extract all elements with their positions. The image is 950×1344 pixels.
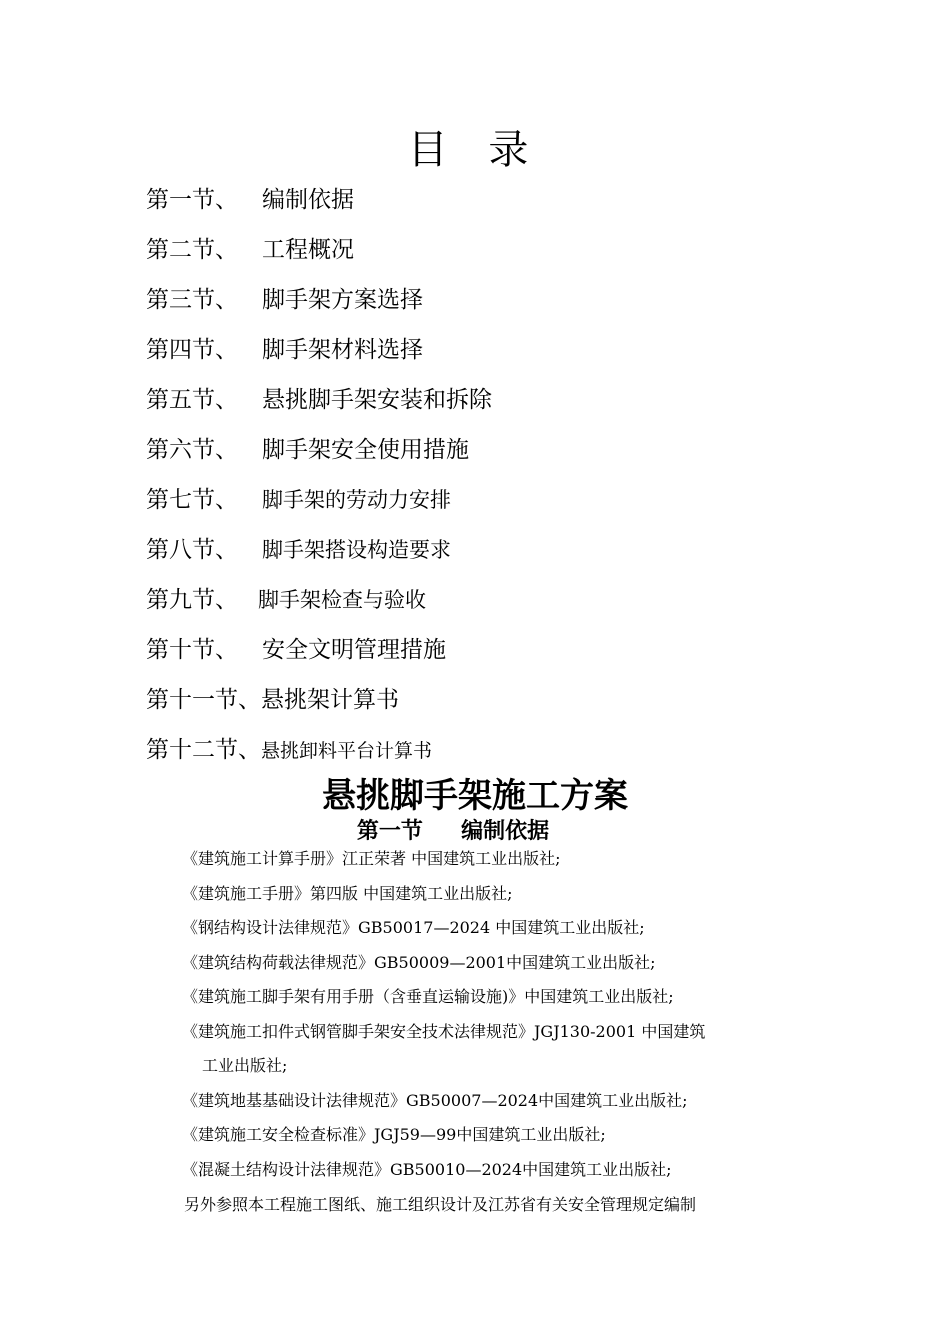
- toc-item-number: 第十二节、: [146, 737, 261, 763]
- toc-item-number: 第十节、: [146, 637, 238, 663]
- toc-item-number: 第九节、: [146, 587, 238, 613]
- toc-item-text: 脚手架检查与验收: [258, 588, 426, 612]
- toc-item-number: 第五节、: [146, 387, 238, 413]
- toc-item: [146, 278, 492, 328]
- toc-item-text: 脚手架方案选择: [262, 287, 423, 313]
- toc-item-text: 编制依据: [262, 187, 354, 213]
- toc-item: [146, 328, 492, 378]
- toc-item: [146, 728, 492, 778]
- reference-item: 《建筑地基基础设计法律规范》GB50007—2024中国建筑工业出版社;: [182, 1090, 688, 1110]
- toc-item: [146, 378, 492, 428]
- toc-item: [146, 528, 492, 578]
- toc-item-number: 第七节、: [146, 487, 238, 513]
- toc-item-number: 第十一节、: [146, 687, 261, 713]
- reference-item: 《建筑施工安全检查标准》JGJ59—99中国建筑工业出版社;: [182, 1125, 606, 1144]
- toc-item-number: 第四节、: [146, 337, 238, 363]
- reference-list: [182, 842, 802, 1187]
- toc-item: [146, 628, 492, 678]
- section-title: 第一节 编制依据: [356, 819, 550, 844]
- document-title: 悬挑脚手架施工方案: [322, 776, 628, 816]
- toc-list: [146, 178, 492, 778]
- toc-item: [146, 228, 492, 278]
- reference-note: 另外参照本工程施工图纸、施工组织设计及江苏省有关安全管理规定编制: [184, 1195, 697, 1214]
- reference-item: 《建筑施工扣件式钢管脚手架安全技术法律规范》JGJ130-2001 中国建筑: [182, 1021, 706, 1041]
- toc-item-number: 第三节、: [146, 287, 238, 313]
- reference-item: 《建筑施工计算手册》江正荣著 中国建筑工业出版社;: [182, 849, 561, 868]
- reference-item: 《建筑施工手册》第四版 中国建筑工业出版社;: [182, 883, 513, 903]
- toc-item-text: 脚手架材料选择: [262, 337, 423, 363]
- toc-item-number: 第八节、: [146, 537, 238, 563]
- toc-item-text: 脚手架搭设构造要求: [262, 538, 451, 562]
- toc-item-text: 工程概况: [262, 237, 354, 263]
- toc-item-number: 第一节、: [146, 187, 238, 213]
- toc-item-text: 脚手架的劳动力安排: [262, 488, 451, 512]
- reference-continuation-text: 工业出版社;: [202, 1056, 288, 1075]
- toc-item: [146, 478, 492, 528]
- toc-item-number: 第二节、: [146, 237, 238, 263]
- toc-item: [146, 178, 492, 228]
- toc-item: [146, 678, 492, 728]
- toc-item: [146, 428, 492, 478]
- reference-item: 《混凝土结构设计法律规范》GB50010—2024中国建筑工业出版社;: [182, 1159, 672, 1179]
- toc-item-text: 安全文明管理措施: [262, 637, 446, 663]
- toc-item-text: 悬挑卸料平台计算书: [261, 740, 433, 762]
- toc-item: [146, 578, 492, 628]
- reference-item-continuation: [182, 1049, 802, 1084]
- reference-item: 《钢结构设计法律规范》GB50017—2024 中国建筑工业出版社;: [182, 918, 645, 937]
- toc-title: 目 录: [407, 127, 543, 173]
- reference-item: 《建筑结构荷载法律规范》GB50009—2001中国建筑工业出版社;: [182, 952, 656, 972]
- reference-item: 《建筑施工脚手架有用手册（含垂直运输设施)》中国建筑工业出版社;: [182, 987, 674, 1006]
- toc-item-text: 悬挑架计算书: [261, 687, 399, 713]
- toc-item-text: 脚手架安全使用措施: [262, 437, 469, 463]
- toc-item-number: 第六节、: [146, 437, 238, 463]
- toc-item-text: 悬挑脚手架安装和拆除: [262, 387, 492, 413]
